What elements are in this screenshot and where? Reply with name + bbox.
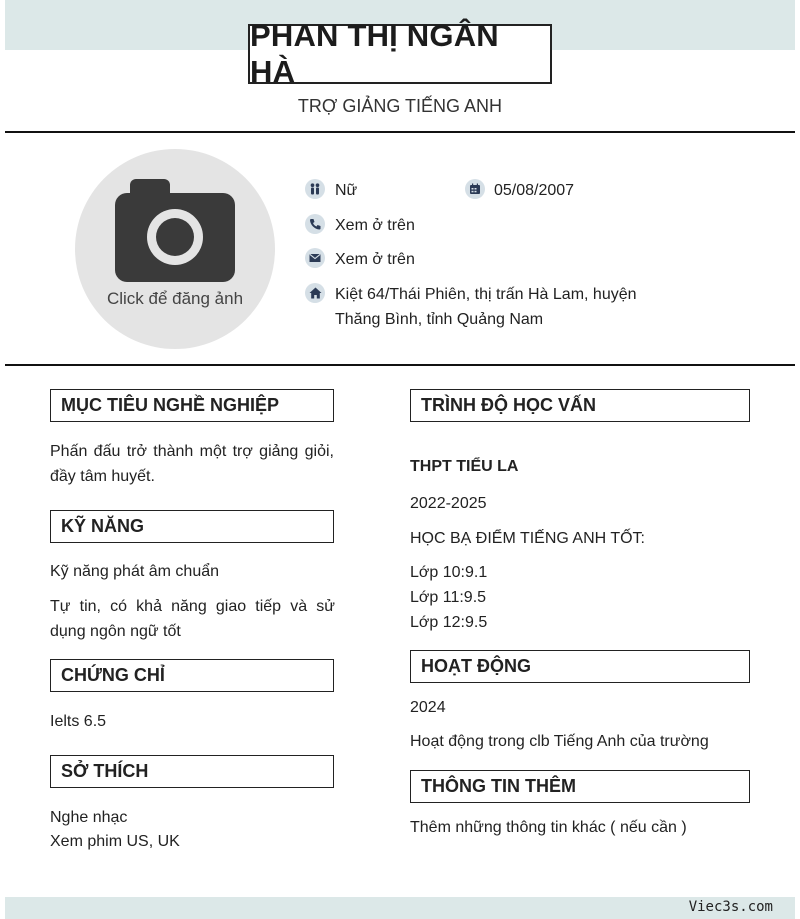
home-icon <box>305 283 325 303</box>
education-heading[interactable]: TRÌNH ĐỘ HỌC VẤN <box>410 389 750 422</box>
objective-text[interactable]: Phấn đấu trở thành một trợ giảng giỏi, đầy tâm huyết. <box>50 443 334 485</box>
hobbies-heading[interactable]: SỞ THÍCH <box>50 755 334 788</box>
address-line-1: Kiệt 64/Thái Phiên, thị trấn Hà Lam, huyện <box>335 286 637 303</box>
extra-info-heading[interactable]: THÔNG TIN THÊM <box>410 770 750 803</box>
job-title[interactable]: TRỢ GIẢNG TIẾNG ANH <box>297 96 503 116</box>
certificate-item[interactable]: Ielts 6.5 <box>50 713 107 730</box>
skills-heading[interactable]: KỸ NĂNG <box>50 510 334 543</box>
watermark: Viec3s.com <box>688 899 773 915</box>
birthdate-value[interactable]: 05/08/2007 <box>494 182 575 199</box>
extra-info-text[interactable]: Thêm những thông tin khác ( nếu cần ) <box>410 819 687 836</box>
activity-text[interactable]: Hoạt động trong clb Tiếng Anh của trường <box>410 733 709 750</box>
avatar-upload-label: Click để đăng ảnh <box>106 289 244 308</box>
candidate-name[interactable]: PHAN THỊ NGÂN HÀ <box>248 24 552 84</box>
avatar-upload[interactable] <box>75 149 275 349</box>
email-value[interactable]: Xem ở trên <box>335 251 415 268</box>
education-period[interactable]: 2022-2025 <box>410 495 487 512</box>
objective-heading[interactable]: MỤC TIÊU NGHỀ NGHIỆP <box>50 389 334 422</box>
grade-item[interactable]: Lớp 10:9.1 <box>410 564 488 581</box>
camera-icon <box>115 179 235 284</box>
hobby-item[interactable]: Nghe nhạc <box>50 809 128 826</box>
grade-item[interactable]: Lớp 12:9.5 <box>410 614 488 631</box>
hobby-item[interactable]: Xem phim US, UK <box>50 833 180 850</box>
skill-item[interactable]: Tự tin, có khả năng giao tiếp và sử dụng ngôn ngữ tốt <box>50 598 335 640</box>
certificates-heading[interactable]: CHỨNG CHỈ <box>50 659 334 692</box>
gender-icon <box>305 179 325 199</box>
divider-top <box>5 131 795 133</box>
activity-year[interactable]: 2024 <box>410 699 446 716</box>
gender-value[interactable]: Nữ <box>335 182 358 199</box>
skill-item[interactable]: Kỹ năng phát âm chuẩn <box>50 563 220 580</box>
address-line-2: Thăng Bình, tỉnh Quảng Nam <box>335 311 544 328</box>
footer-band <box>5 897 795 919</box>
phone-value[interactable]: Xem ở trên <box>335 217 415 234</box>
grade-item[interactable]: Lớp 11:9.5 <box>410 589 487 606</box>
email-icon <box>305 248 325 268</box>
divider-middle <box>5 364 795 366</box>
calendar-icon <box>465 179 485 199</box>
education-note[interactable]: HỌC BẠ ĐIỂM TIẾNG ANH TỐT: <box>410 530 645 547</box>
school-name[interactable]: THPT TIỂU LA <box>410 458 519 475</box>
phone-icon <box>305 214 325 234</box>
address-value[interactable] <box>335 282 675 332</box>
activities-heading[interactable]: HOẠT ĐỘNG <box>410 650 750 683</box>
